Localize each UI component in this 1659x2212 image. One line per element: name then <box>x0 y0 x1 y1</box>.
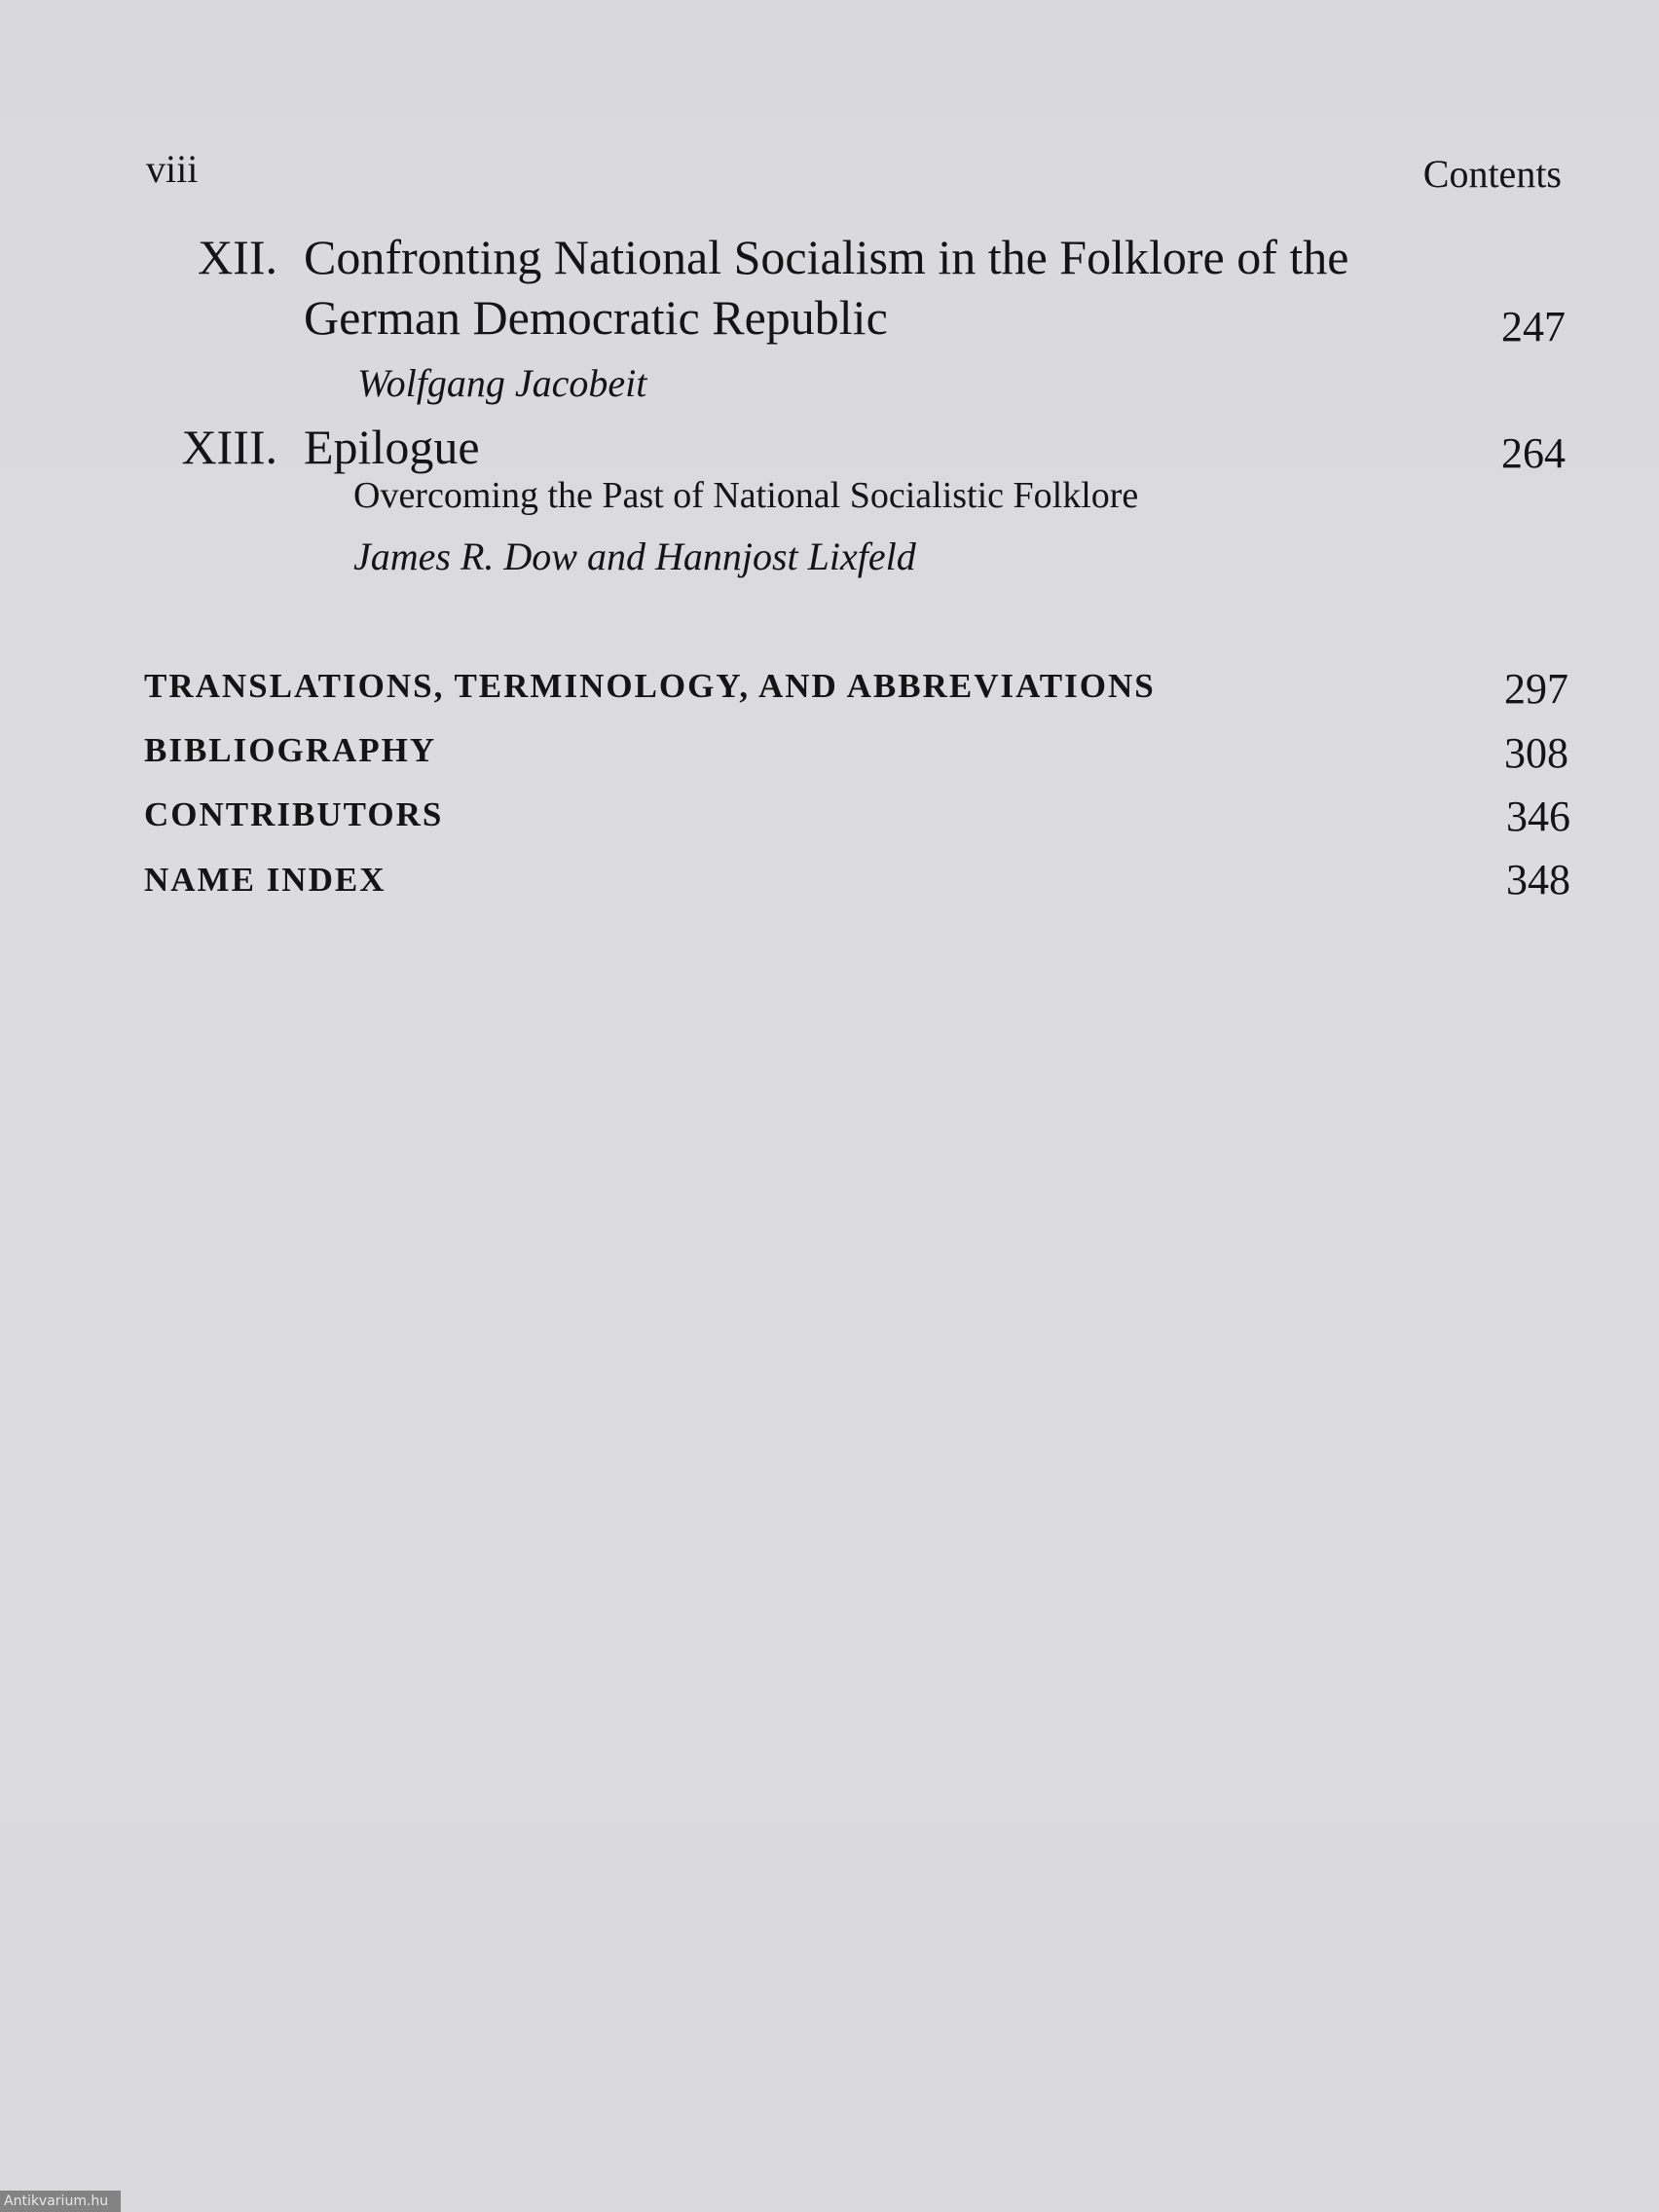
entry-title-xiii: Epilogue <box>304 420 480 474</box>
entry-author-xii: Wolfgang Jacobeit <box>357 361 647 405</box>
backmatter-name-index: NAME INDEX <box>144 861 387 899</box>
backmatter-contributors: CONTRIBUTORS <box>144 795 444 833</box>
watermark: Antikvarium.hu <box>0 2191 121 2212</box>
page-number: viii <box>146 147 199 191</box>
entry-subtitle-xiii: Overcoming the Past of National Socialistic Folklore <box>353 475 1139 516</box>
entry-numeral-xii: XII. <box>198 230 277 284</box>
backmatter-bibliography: BIBLIOGRAPHY <box>144 731 437 769</box>
backmatter-contributors-page: 346 <box>1506 793 1570 840</box>
entry-title-xii-line1: Confronting National Socialism in the Folklore of the <box>304 230 1349 284</box>
backmatter-name-index-page: 348 <box>1506 856 1570 903</box>
entry-numeral-xiii: XIII. <box>181 420 277 474</box>
running-title: Contents <box>1422 152 1562 196</box>
entry-author-xiii: James R. Dow and Hannjost Lixfeld <box>353 535 916 578</box>
entry-page-xiii: 264 <box>1501 429 1566 477</box>
backmatter-translations: TRANSLATIONS, TERMINOLOGY, AND ABBREVIATIONS <box>144 667 1156 705</box>
backmatter-bibliography-page: 308 <box>1504 729 1568 777</box>
entry-page-xii: 247 <box>1501 303 1566 350</box>
backmatter-translations-page: 297 <box>1504 665 1568 713</box>
entry-title-xii-line2: German Democratic Republic <box>304 290 888 345</box>
